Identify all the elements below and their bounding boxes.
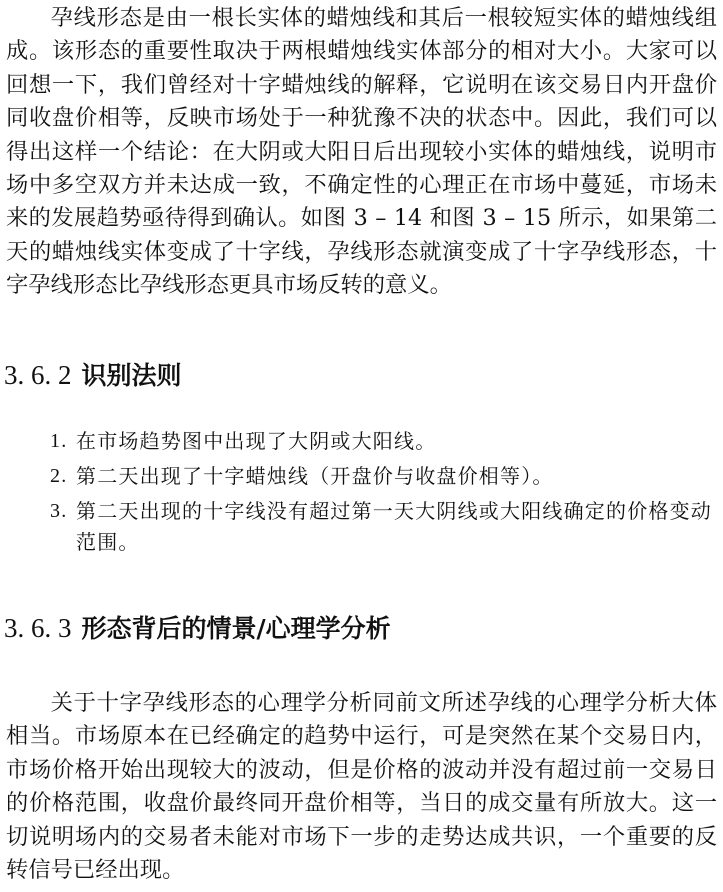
list-item [50, 426, 720, 457]
section-title: 识别法则 [81, 361, 182, 390]
section-heading-psychology [4, 612, 391, 645]
list-item-text: 第二天出现的十字线没有超过第一天大阴线或大阳线确定的价格变动范围。 [76, 499, 712, 554]
recognition-rules-list [50, 426, 720, 562]
intro-paragraph: 孕线形态是由一根长实体的蜡烛线和其后一根较短实体的蜡烛线组成。该形态的重要性取决于两根蜡烛线实体部分的相对大小。大家可以回想一下，我们曾经对十字蜡烛线的解释，它说明在该交易日内开盘价同收盘价相等，反映市场处于一种犹豫不决的状态中。因此，我们可以得出这样一个结论：在大阴或大阳日后出现较小实体的蜡烛线，说明市场中多空双方并未达成一致，不确定性的心理正在市场中蔓延，市场未来的发展趋势亟待得到确认。如图 3 – 14 和图 3 – 15 所示，如果第二天的蜡烛线实体变成了十字线，孕线形态就演变成了十字孕线形态，十字孕线形态比孕线形态更具市场反转的意义。 [6, 5, 717, 299]
list-item-index: 3. [50, 500, 68, 522]
psychology-paragraph: 关于十字孕线形态的心理学分析同前文所述孕线的心理学分析大体相当。市场原本在已经确定的趋势中运行，可是突然在某个交易日内，市场价格开始出现较大的波动，但是价格的波动并没有超过前一交易日的价格范围，收盘价最终同开盘价相等，当日的成交量有所放大。这一切说明场内的交易者未能对市场下一步的走势达成共识，一个重要的反转信号已经出现。 [6, 690, 717, 884]
section-heading-recognition-rules [4, 359, 182, 392]
section-number: 3. 6. 3 [4, 613, 72, 643]
list-item-index: 2. [50, 465, 68, 487]
list-item-text: 第二天出现了十字蜡烛线（开盘价与收盘价相等）。 [76, 464, 554, 488]
section-title: 形态背后的情景/心理学分析 [81, 614, 391, 643]
list-item-index: 1. [50, 430, 68, 452]
section-number: 3. 6. 2 [4, 360, 72, 390]
list-item-text: 在市场趋势图中出现了大阴或大阳线。 [76, 429, 437, 453]
list-item [50, 496, 720, 558]
list-item [50, 461, 720, 492]
